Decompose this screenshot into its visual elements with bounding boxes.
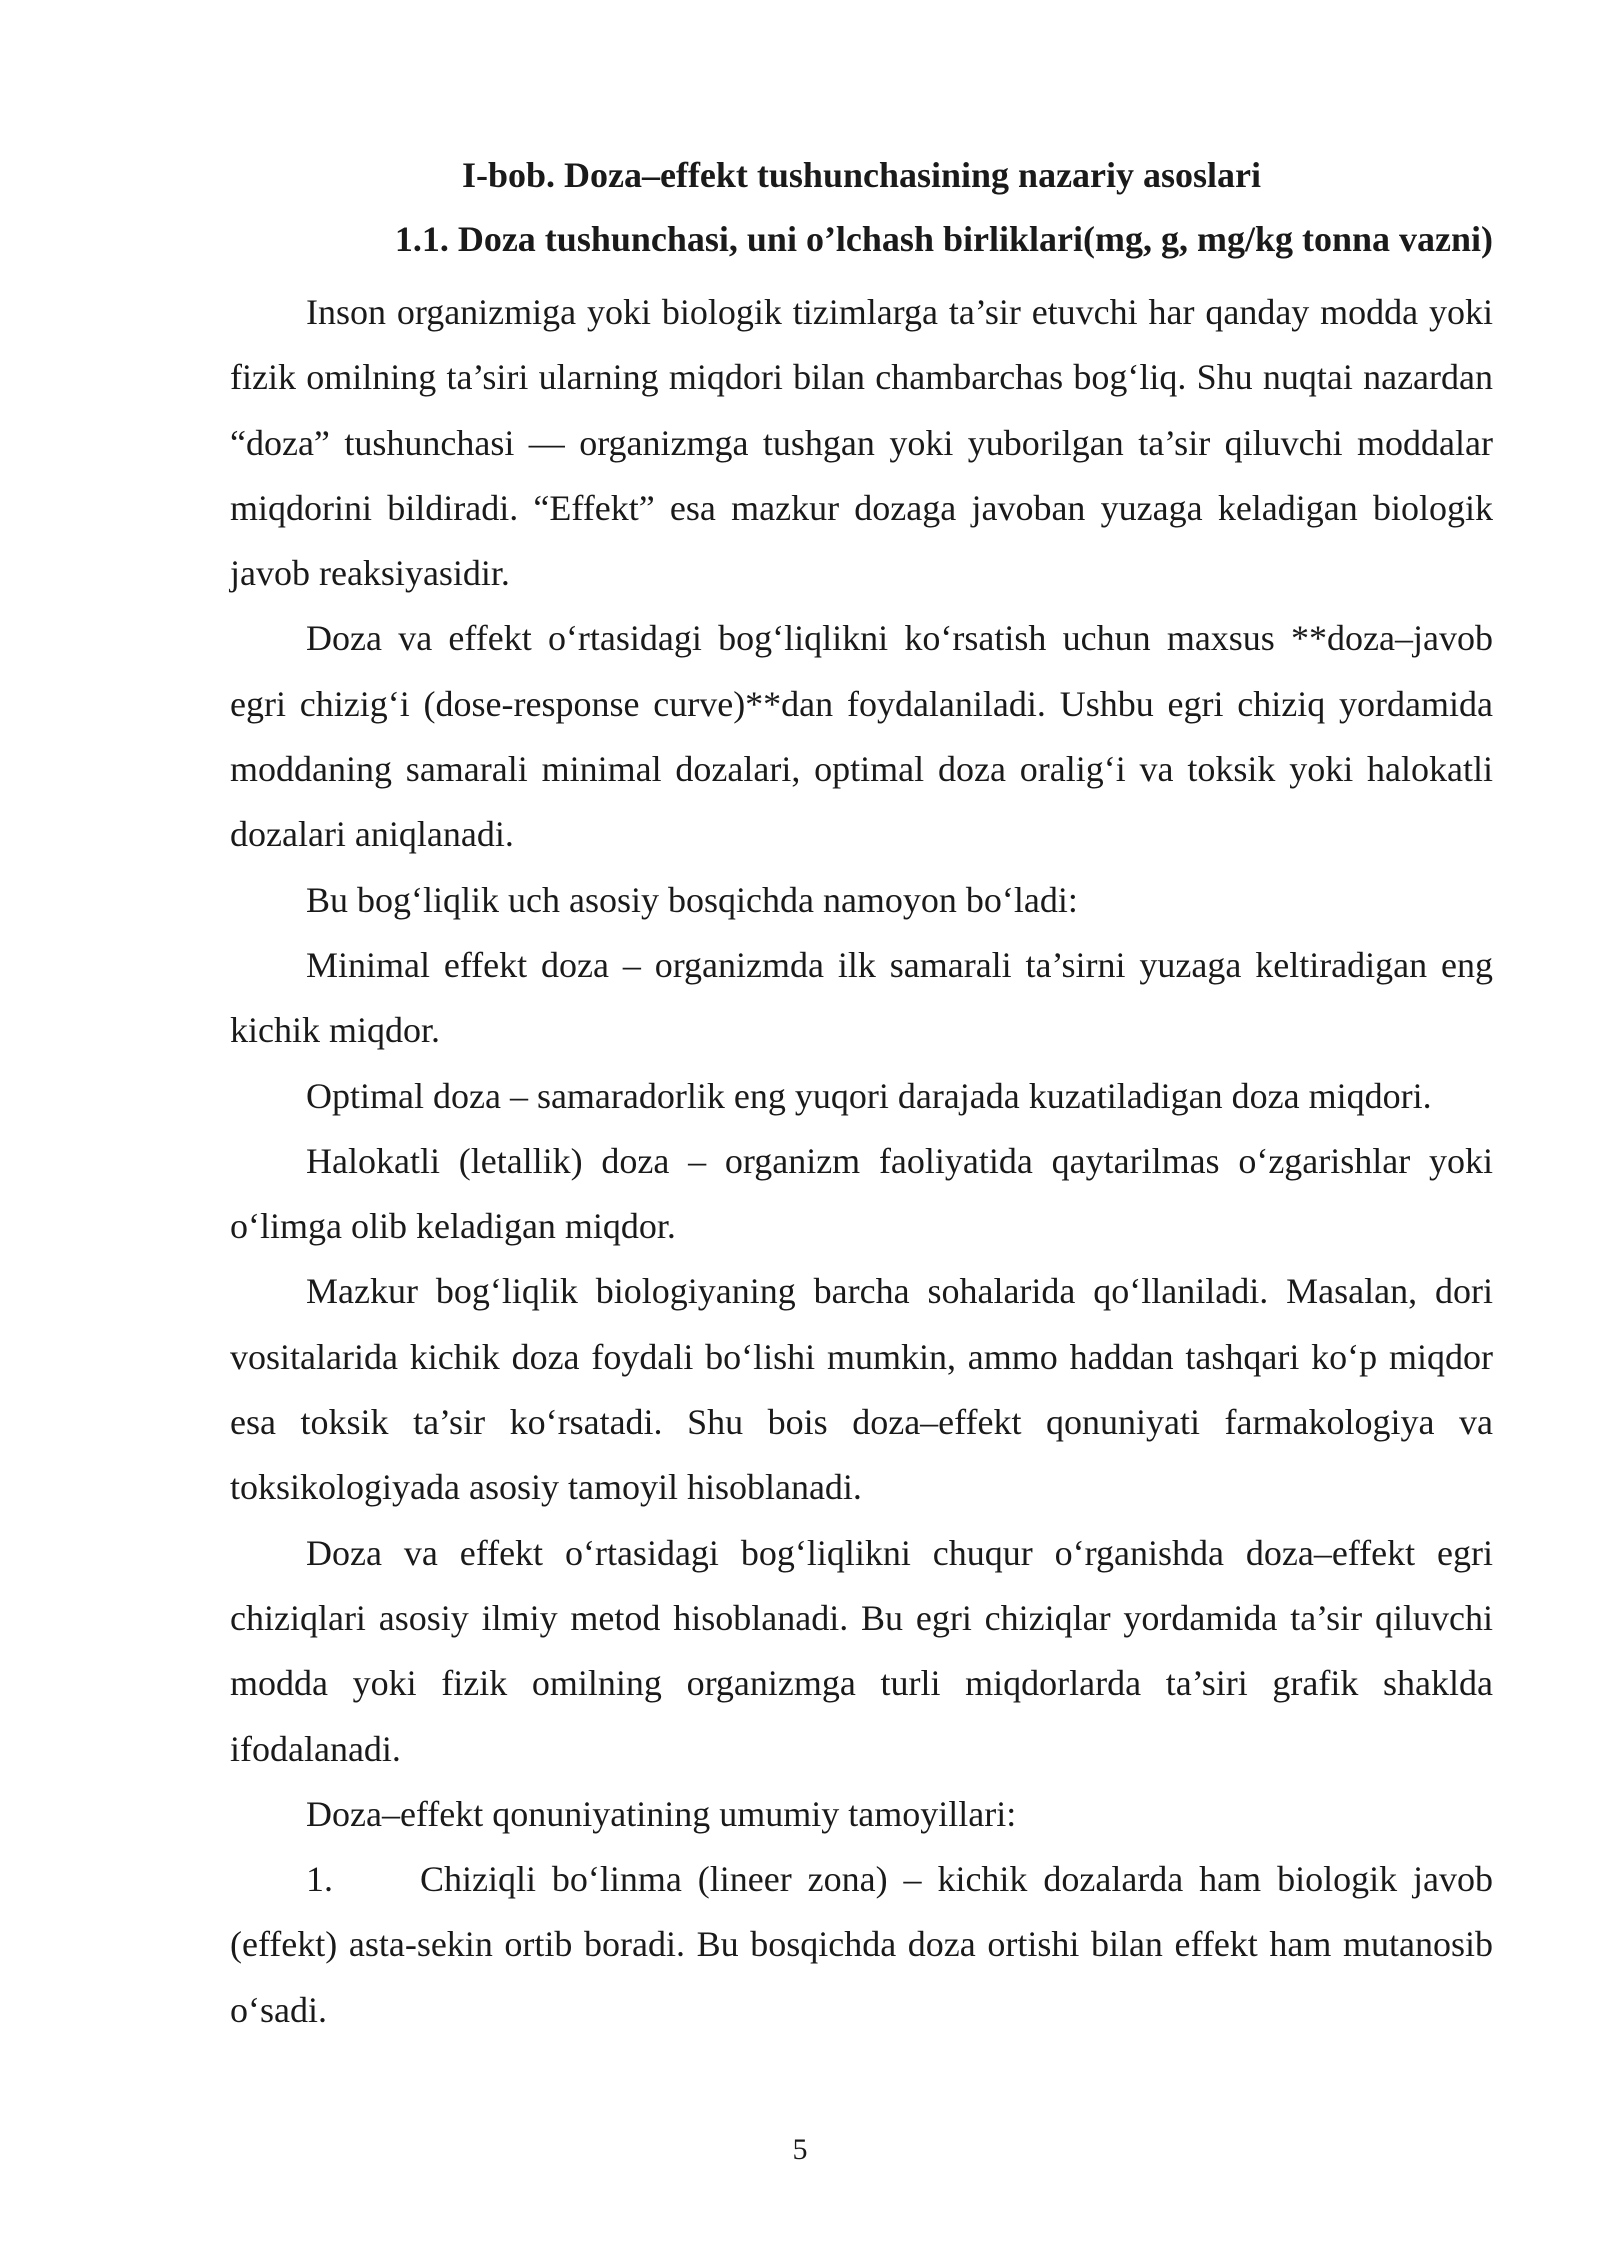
list-item-text: Chiziqli bo‘linma (lineer zona) – kichik dozalarda ham biologik javob (effekt) asta-sekin ortib boradi. Bu bosqichda doza ortishi bilan effekt ham mutanosib o‘sadi.: [230, 1859, 1493, 2030]
paragraph: Doza va effekt o‘rtasidagi bog‘liqlikni chuqur o‘rganishda doza–effekt egri chiziqlari asosiy ilmiy metod hisoblanadi. Bu egri chiziqlar yordamida ta’sir qiluvchi modda yoki fizik omilning organizmga turli miqdorlarda ta’siri grafik shaklda ifodalanadi.: [230, 1532, 1493, 1769]
paragraph: Inson organizmiga yoki biologik tizimlarga ta’sir etuvchi har qanday modda yoki fizik omilning ta’siri ularning miqdori bilan chambarchas bog‘liq. Shu nuqtai nazardan “doza” tushunchasi — organizmga tushgan yoki yuborilgan ta’sir qiluvchi moddalar miqdorini bildiradi. “Effekt” esa mazkur dozaga javoban yuzaga keladigan biologik javob reaksiyasidir.: [230, 292, 1493, 594]
paragraph: Optimal doza – samaradorlik eng yuqori darajada kuzatiladigan doza miqdori.: [306, 1075, 1432, 1116]
numbered-list-item: [230, 1847, 1493, 2043]
paragraph: Halokatli (letallik) doza – organizm faoliyatida qaytarilmas o‘zgarishlar yoki o‘limga olib keladigan miqdor.: [230, 1140, 1493, 1247]
chapter-title: I-bob. Doza–effekt tushunchasining nazariy asoslari: [461, 155, 1262, 195]
paragraph: Doza va effekt o‘rtasidagi bog‘liqlikni ko‘rsatish uchun maxsus **doza–javob egri chizig‘i (dose-response curve)**dan foydalaniladi. Ushbu egri chiziq yordamida moddaning samarali minimal dozalari, optimal doza oralig‘i va toksik yoki halokatli dozalari aniqlanadi.: [230, 618, 1493, 855]
paragraph: Bu bog‘liqlik uch asosiy bosqichda namoyon bo‘ladi:: [306, 879, 1078, 920]
paragraph: Mazkur bog‘liqlik biologiyaning barcha sohalarida qo‘llaniladi. Masalan, dori vositalarida kichik doza foydali bo‘lishi mumkin, ammo haddan tashqari ko‘p miqdor esa toksik ta’sir ko‘rsatadi. Shu bois doza–effekt qonuniyati farmakologiya va toksikologiyada asosiy tamoyil hisoblanadi.: [230, 1271, 1493, 1508]
list-item-number: 1.: [306, 1859, 333, 1900]
paragraph: Minimal effekt doza – organizmda ilk samarali ta’sirni yuzaga keltiradigan eng kichik miqdor.: [230, 944, 1493, 1051]
paragraph: Doza–effekt qonuniyatining umumiy tamoyillari:: [306, 1793, 1017, 1834]
document-page: [230, 150, 1493, 2043]
section-title: 1.1. Doza tushunchasi, uni o’lchash birliklari(mg, g, mg/kg tonna vazni): [394, 219, 1493, 259]
page-number: 5: [792, 2133, 808, 2166]
